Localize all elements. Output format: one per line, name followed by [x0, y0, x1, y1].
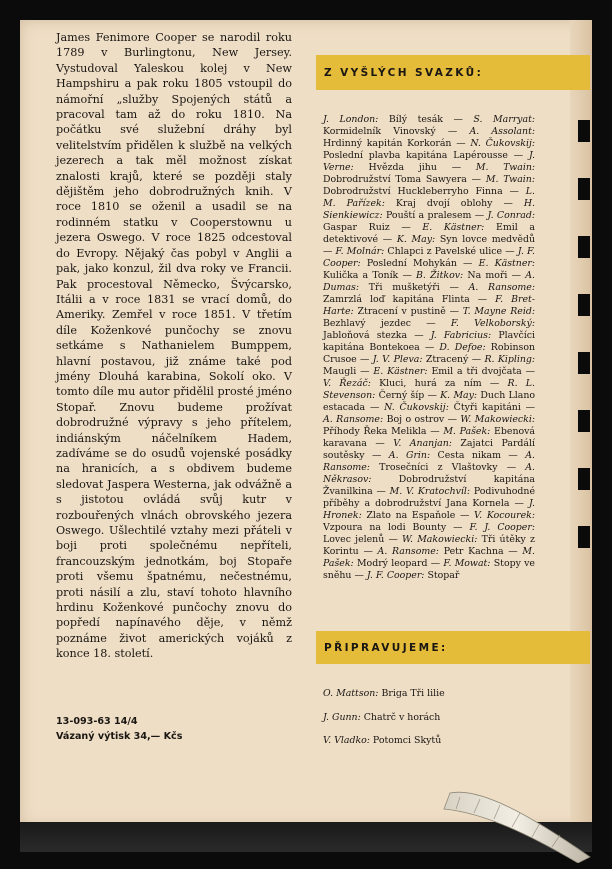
- book-title: Emil a detektivové: [323, 222, 535, 245]
- book-author: J. V. Pleva:: [372, 354, 423, 365]
- upcoming-entry: [323, 682, 543, 706]
- book-title: Kulička a Toník: [323, 270, 399, 281]
- book-title: Kraj dvojí oblohy: [395, 198, 493, 209]
- book-author: R. Kipling:: [484, 354, 536, 365]
- index-tab: [578, 236, 590, 258]
- book-title: Maugli: [323, 366, 357, 377]
- book-author: A. Ransome:: [377, 546, 439, 557]
- book-author: E. Kästner:: [478, 258, 536, 269]
- book-title: Dobrodružství kapitána Žvanilkina: [323, 474, 536, 497]
- book-author: T. Mayne Reid:: [462, 306, 536, 317]
- index-tab: [578, 120, 590, 142]
- index-tab: [578, 352, 590, 374]
- book-author: K. May:: [396, 234, 436, 245]
- book-author: A. Dumas:: [323, 270, 535, 293]
- upcoming-entry: [323, 729, 543, 753]
- book-author: V. Řezáč:: [323, 378, 371, 389]
- book-title: Příhody Řeka Melikla: [323, 426, 427, 437]
- book-author: J. Conrad:: [487, 210, 536, 221]
- book-author: V. Vladko:: [323, 735, 370, 746]
- book-title: Briga Tři lilie: [381, 688, 445, 699]
- book-author: J. Gunn:: [323, 711, 361, 723]
- index-tab: [578, 294, 590, 316]
- book-author: A. Ransome:: [468, 282, 536, 293]
- book-title: Ebenová karavana: [323, 426, 536, 449]
- book-title: Petr Kachna: [443, 546, 504, 557]
- book-author: M. V. Kratochvíl:: [389, 486, 471, 497]
- book-title: Emil a tři dvojčata: [431, 366, 522, 377]
- book-title: Dobrodružství Toma Sawyera: [323, 174, 467, 185]
- book-author: W. Makowiecki:: [402, 534, 478, 545]
- book-title: Boj o ostrov: [386, 414, 445, 425]
- book-author: M. Twain:: [475, 162, 536, 173]
- book-author: F. Molnár:: [335, 246, 385, 257]
- book-author: R. L. Stevenson:: [323, 378, 536, 401]
- published-heading-band: [316, 55, 590, 90]
- book-title: Chatrč v horách: [363, 711, 441, 723]
- book-title: Dobrodružství Huckleberryho Finna: [323, 186, 503, 197]
- book-title: Hvězda jihu: [368, 162, 437, 173]
- book-author: A. Grin:: [388, 450, 431, 461]
- book-author: J. Verne:: [323, 150, 535, 173]
- book-title: Cesta nikam: [437, 450, 502, 461]
- book-author: B. Žitkov:: [416, 270, 464, 281]
- index-tab: [578, 526, 590, 548]
- index-tab: [578, 410, 590, 432]
- upcoming-heading-band: [316, 631, 590, 664]
- book-author: M. Pašek:: [443, 426, 491, 437]
- book-author: M. Pašek:: [323, 546, 535, 569]
- book-title: Bezhlavý jezdec: [323, 318, 412, 329]
- book-author: J. F. Cooper:: [323, 246, 535, 269]
- book-title: Poslední Mohykán: [366, 258, 457, 269]
- book-author: F. Velkoborský:: [450, 318, 535, 329]
- book-author: D. Defoe:: [439, 342, 486, 353]
- book-title: Robinson Crusoe: [323, 342, 536, 365]
- book-title: Zajatci Pardálí soutěsky: [323, 438, 536, 461]
- book-author: M. Twain:: [485, 174, 535, 185]
- book-title: Stopy ve sněhu: [323, 558, 535, 581]
- biography-text: James Fenimore Cooper se narodil roku 1789 v Burlingtonu, New Jersey. Vystudoval Yaleskou kolej v New Hampshiru a pak roku 1805 vstoupil do námořní „služby Spojených států a pracoval tam až do roku 1810. Na počátku své služební dráhy byl velitelstvím přidělen k službě na velkých jezerech a tak měl možnost získat znalosti krajů, které se později staly dějištěm jeho dobrodružných knih. V roce 1810 se oženil a usadil se na rodinném statku v Cooperstownu u jezera Oswego. V roce 1825 odcestoval do Evropy. Nějaký čas pobyl v Anglii a pak, jako konzul, žil dva roky ve Francii. Pak procestoval Německo, Švýcarsko, Itálii a v roce 1831 se vrací domů, do Ameriky. Zemřel v roce 1851. V třetím díle Koženkové punčochy se znovu setkáme s Nathanielem Bumppem, hlavní postavou, již známe také pod jmény Dlouhá karabina, Sokolí oko. V tomto díle mu autor přidělil prosté jméno Stopař. Znovu budeme prožívat dobrodružné výpravy s jeho přítelem, indiánským náčelníkem Hadem, zadíváme se do osudů vojenské posádky na hranicích, a s obdivem budeme sledovat Jaspera Westerna, jak odvážně a s jistotou ovládá svůj kutr v rozbouřených vlnách obrovského jezera Oswego. Ušlechtilé vztahy mezi přáteli v boji proti společnému nepříteli, francouzským jednotkám, boj Stopaře proti všemu špatnému, nečestnému, proti násilí a zlu, staví tohoto hlavního hrdinu Koženkové punčochy znovu do popředí napínavého děje, v němž poznáme život amerických vojáků z konce 18. století.: [56, 31, 292, 661]
- book-title: Syn lovce medvědů: [439, 234, 536, 245]
- price-line: Vázaný výtisk 34,— Kčs: [56, 731, 183, 742]
- published-list: [323, 114, 535, 582]
- book-title: Ztracení v pustině: [357, 306, 446, 317]
- book-title: Zamrzlá loď kapitána Flinta: [323, 294, 470, 305]
- book-title: Potomci Skytů: [372, 735, 442, 746]
- book-title: Plavčíci kapitána Bontekoea: [323, 330, 536, 353]
- book-title: Poslední plavba kapitána Lapérousse: [323, 150, 508, 161]
- book-title: Pouští a pralesem: [386, 210, 472, 221]
- book-title: Chlapci z Pavelské ulice: [387, 246, 503, 257]
- book-author: J. London:: [323, 114, 379, 125]
- book-title: Černý šíp: [378, 390, 425, 401]
- book-author: E. Kästner:: [373, 366, 428, 377]
- book-author: O. Mattson:: [323, 688, 379, 699]
- book-author: E. Kästner:: [422, 222, 485, 233]
- book-title: Kluci, hurá za ním: [379, 378, 482, 389]
- index-tab: [578, 468, 590, 490]
- index-tab: [578, 178, 590, 200]
- upcoming-list: [323, 682, 543, 753]
- book-author: J. Hronek:: [323, 498, 535, 521]
- book-author: W. Makowiecki:: [460, 414, 535, 425]
- book-title: Na moři: [467, 270, 508, 281]
- bookmark-ribbon: [440, 785, 595, 863]
- upcoming-heading: PŘIPRAVUJEME:: [324, 641, 448, 654]
- catalog-codes: [56, 714, 292, 744]
- book-title: Tři útěky z Korintu: [323, 534, 535, 557]
- book-author: A. Assolant:: [469, 126, 535, 137]
- book-author: F. Bret-Harte:: [323, 294, 535, 317]
- book-title: Jabloňová stezka: [323, 330, 408, 341]
- book-author: A. Ransome:: [323, 414, 384, 425]
- book-author: J. Fabricius:: [430, 330, 492, 341]
- catalog-number: 13-093-63 14/4: [56, 716, 138, 727]
- book-title: Modrý leopard: [356, 558, 428, 569]
- book-author: A. Někrasov:: [323, 462, 535, 485]
- book-author: F. Mowat:: [443, 558, 491, 569]
- book-title: Vzpoura na lodi Bounty: [323, 522, 447, 533]
- book-author: F. J. Cooper:: [469, 522, 535, 533]
- book-author: J. F. Cooper:: [366, 570, 425, 581]
- author-biography: [56, 30, 292, 662]
- book-author: A. Ransome:: [323, 450, 535, 473]
- book-author: K. May:: [440, 390, 478, 401]
- published-entries: J. London: Bílý tesák — S. Marryat: Kormidelník Vinovský — A. Assolant: Hrdinný kapitán Korkorán — N. Čukovskij: Poslední plavba kapitána Lapérousse — J. Verne: Hvězda jihu — M. Twain: Dobrodružství Toma Sawyera — M. Twain: Dobrodružství Huckleberryho Finna — L. M. Pařízek: Kraj dvojí oblohy — H. Sienkiewicz: Pouští a pralesem — J. Conrad: Gaspar Ruiz — E. Kästner: Emil a detektivové — K. May: Syn lovce medvědů — F. Molnár: Chlapci z Pavelské ulice — J. F. Cooper: Poslední Mohykán — E. Kästner: Kulička a Toník — B. Žitkov: Na moři — A. Dumas: Tři mušketýři — A. Ransome: Zamrzlá loď kapitána Flinta — F. Bret-Harte: Ztracení v pustině — T. Mayne Reid: Bezhlavý jezdec — F. Velkoborský: Jabloňová stezka — J. Fabricius: Plavčíci kapitána Bontekoea — D. Defoe: Robinson Crusoe — J. V. Pleva: Ztracený — R. Kipling: Maugli — E. Kästner: Emil a tři dvojčata — V. Řezáč: Kluci, hurá za ním — R. L. Stevenson: Černý šíp — K. May: Duch Llano estacada — N. Čukovskij: Čtyři kapitáni — A. Ransome: Boj o ostrov — W. Makowiecki: Příhody Řeka Melikla — M. Pašek: Ebenová karavana — V. Ananjan: Zajatci Pardálí soutěsky — A. Grin: Cesta nikam — A. Ransome: Trosečníci z Vlaštovky — A. Někrasov: Dobrodružství kapitána Žvanilkina — M. V. Kratochvíl: Podivuhodné příběhy a dobrodružství Jana Kornela — J. Hronek: Zlato na Espaňole — V. Kocourek: Vzpoura na lodi Bounty — F. J. Cooper: Lovec jelenů — W. Makowiecki: Tři útěky z Korintu — A. Ransome: Petr Kachna — M. Pašek: Modrý leopard — F. Mowat: Stopy ve sněhu — J. F. Cooper: Stopař: [323, 114, 536, 581]
- book-title: Hrdinný kapitán Korkorán: [323, 138, 452, 149]
- book-title: Ztracený: [425, 354, 469, 365]
- book-title: Lovec jelenů: [323, 534, 385, 545]
- book-author: H. Sienkiewicz:: [323, 198, 535, 221]
- index-tabs: [578, 120, 592, 590]
- published-heading: Z VYŠLÝCH SVAZKŮ:: [324, 66, 484, 79]
- book-title: Duch Llano estacada: [323, 390, 536, 413]
- book-author: L. M. Pařízek:: [323, 186, 535, 209]
- book-author: N. Čukovskij:: [384, 402, 449, 413]
- book-title: Podivuhodné příběhy a dobrodružství Jana Kornela: [323, 486, 536, 509]
- book-title: Stopař: [427, 570, 460, 581]
- book-title: Zlato na Espaňole: [366, 510, 456, 521]
- book-title: Bílý tesák: [388, 114, 443, 125]
- book-title: Gaspar Ruiz: [323, 222, 390, 233]
- book-title: Kormidelník Vinovský: [323, 126, 436, 137]
- book-author: N. Čukovskij:: [470, 138, 536, 149]
- book-title: Čtyři kapitáni: [453, 402, 521, 413]
- upcoming-entry: [323, 706, 543, 730]
- book-author: V. Ananjan:: [393, 438, 452, 449]
- book-title: Trosečníci z Vlaštovky: [379, 462, 498, 473]
- book-title: Tři mušketýři: [368, 282, 440, 293]
- book-author: V. Kocourek:: [474, 510, 536, 521]
- book-author: S. Marryat:: [473, 114, 535, 125]
